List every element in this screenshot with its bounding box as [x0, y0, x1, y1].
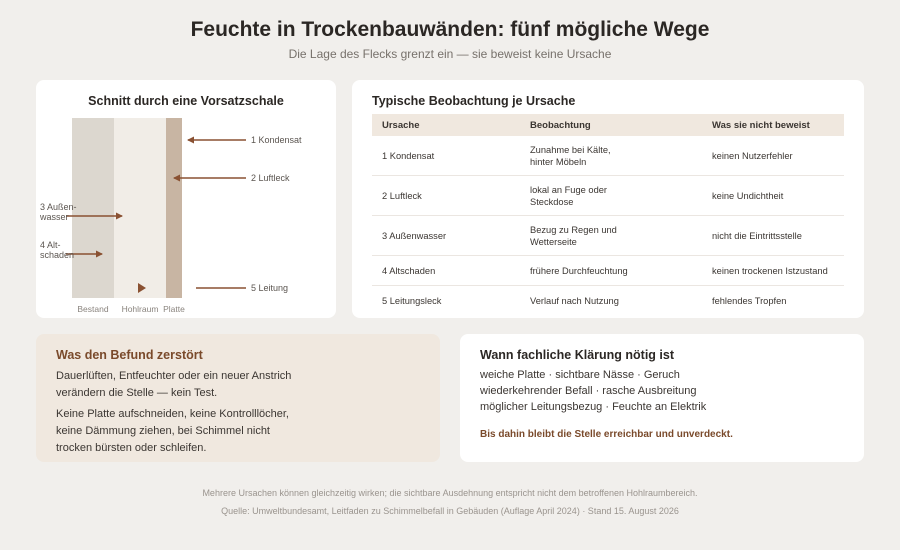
- label-aussenwasser-2: wasser: [40, 212, 69, 222]
- destroy-paragraph-1: Dauerlüften, Entfeuchter oder ein neuer Anstrich verändern die Stelle — kein Test.: [56, 370, 292, 399]
- cell-not-proof: nicht die Eintrittsstelle: [712, 230, 802, 241]
- clarify-criteria-line: wiederkehrender Befall · rasche Ausbreitung: [480, 385, 697, 397]
- table-row: [372, 176, 844, 216]
- cell-not-proof: fehlendes Tropfen: [712, 296, 787, 306]
- table-header-row: [372, 114, 844, 136]
- clarify-criteria-line: weiche Platte · sichtbare Nässe · Geruch: [480, 369, 680, 381]
- label-altschaden-2: schaden: [40, 250, 75, 260]
- clarification-card: [460, 334, 864, 462]
- cell-not-proof: keinen Nutzerfehler: [712, 150, 793, 161]
- cell-cause: 3 Außenwasser: [382, 230, 447, 241]
- table-heading: Typische Beobachtung je Ursache: [372, 94, 576, 108]
- cell-not-proof: keine Undichtheit: [712, 190, 784, 201]
- observation-table-card: [352, 80, 864, 318]
- layer-label-platte: Platte: [163, 304, 185, 314]
- cell-cause: 1 Kondensat: [382, 150, 435, 161]
- label-aussenwasser-1: 3 Außen-: [40, 202, 77, 212]
- destroy-evidence-card: [36, 334, 440, 462]
- table-row: [372, 216, 844, 256]
- label-kondensat: 1 Kondensat: [251, 135, 302, 145]
- cell-not-proof: keinen trockenen Istzustand: [712, 265, 828, 276]
- label-leitung: 5 Leitung: [251, 283, 289, 293]
- cell-observation: Zunahme bei Kälte, hinter Möbeln: [530, 144, 611, 167]
- clarify-conclusion: Bis dahin bleibt die Stelle erreichbar und unverdeckt.: [480, 429, 733, 440]
- footer-source: Quelle: Umweltbundesamt, Leitfaden zu Schimmelbefall in Gebäuden (Auflage April 2024) · Stand 15. August 2026: [221, 506, 679, 516]
- column-header: Ursache: [382, 119, 420, 131]
- wall-section-diagram: [36, 80, 336, 318]
- cell-cause: 2 Luftleck: [382, 190, 422, 201]
- layer-label-hohlraum: Hohlraum: [121, 304, 159, 314]
- page-subtitle: Die Lage des Flecks grenzt ein — sie beweist keine Ursache: [288, 47, 612, 61]
- label-luftleck: 2 Luftleck: [251, 173, 290, 183]
- destroy-heading: Was den Befund zerstört: [56, 348, 203, 362]
- clarify-criteria-line: möglicher Leitungsbezug · Feuchte an Elektrik: [480, 401, 707, 413]
- table-row: [372, 286, 844, 316]
- wall-section-card: [36, 80, 336, 318]
- footer-note: Mehrere Ursachen können gleichzeitig wirken; die sichtbare Ausdehnung entspricht nicht dem betroffenen Hohlraumbereich.: [202, 488, 698, 498]
- column-header: Beobachtung: [530, 119, 591, 131]
- clarify-heading: Wann fachliche Klärung nötig ist: [480, 348, 674, 362]
- column-header: Was sie nicht beweist: [712, 119, 810, 131]
- cell-cause: 5 Leitungsleck: [382, 296, 442, 306]
- table-row: [372, 136, 844, 176]
- page-title: Feuchte in Trockenbauwänden: fünf mögliche Wege: [190, 18, 710, 41]
- cell-observation: lokal an Fuge oder Steckdose: [530, 184, 608, 207]
- cell-observation: Bezug zu Regen und Wetterseite: [530, 224, 617, 247]
- cell-observation: frühere Durchfeuchtung: [530, 265, 628, 276]
- layer-bestand: [72, 118, 114, 298]
- diagram-heading: Schnitt durch eine Vorsatzschale: [88, 94, 284, 108]
- cell-cause: 4 Altschaden: [382, 265, 436, 276]
- label-altschaden-1: 4 Alt-: [40, 240, 61, 250]
- observation-table: [372, 114, 844, 316]
- layer-label-bestand: Bestand: [77, 304, 109, 314]
- layer-platte: [166, 118, 182, 298]
- table-row: [372, 256, 844, 286]
- cell-observation: Verlauf nach Nutzung: [530, 296, 619, 306]
- layer-hohlraum: [114, 118, 166, 298]
- destroy-paragraph-2: Keine Platte aufschneiden, keine Kontrolllöcher, keine Dämmung ziehen, bei Schimmel nicht trocken bürsten oder schleifen.: [56, 408, 289, 454]
